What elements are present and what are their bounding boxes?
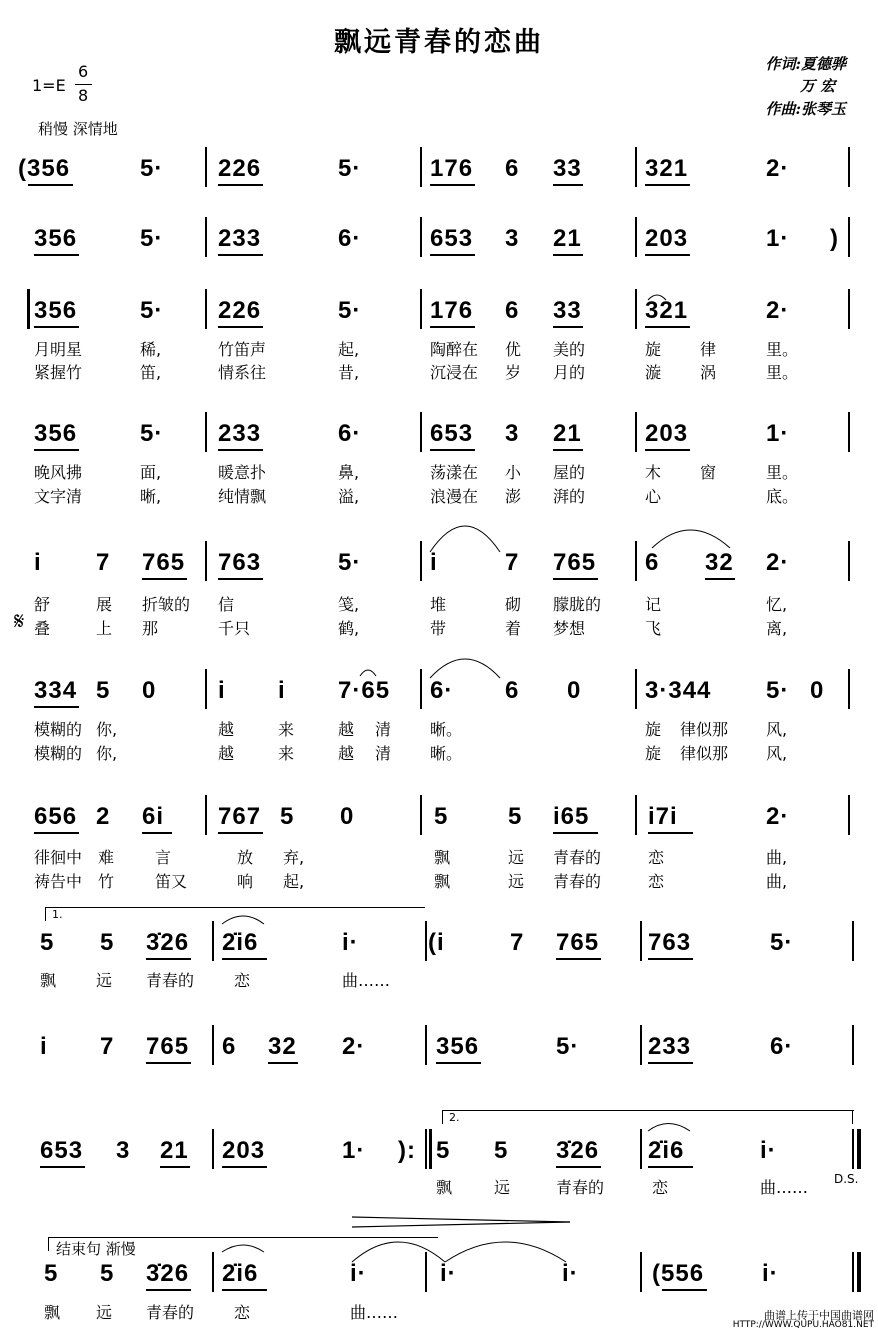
note-group: 32	[705, 549, 734, 576]
lyric-syllable: 那	[142, 619, 159, 638]
note-group: 5	[40, 929, 55, 956]
lyric-syllable: 笛又	[155, 872, 188, 891]
lyric-syllable: 飘	[434, 848, 451, 867]
lyric-syllable: 祷告中	[34, 872, 83, 891]
note-group: 203	[645, 225, 689, 252]
lyric-syllable: 小	[505, 463, 522, 482]
lyric-syllable: 涡	[700, 363, 717, 382]
note-group: 767	[218, 803, 262, 830]
lyric-syllable: 朦胧的	[553, 595, 602, 614]
lyric-syllable: 难	[98, 848, 115, 867]
note-group: 356	[436, 1033, 480, 1060]
note-group: 2̇i6	[648, 1137, 685, 1164]
note-group: 0	[142, 677, 157, 704]
note-group: 5·	[766, 677, 790, 704]
lyric-syllable: 堆	[430, 595, 447, 614]
note-group: 7·65	[338, 677, 391, 704]
lyric-syllable: 曲……	[342, 971, 391, 990]
note-group: 0	[567, 677, 582, 704]
lyric-syllable: 里。	[766, 363, 799, 382]
note-group: 21	[553, 420, 582, 447]
note-group: i7i	[648, 803, 678, 830]
note-group: 1·	[342, 1137, 366, 1164]
lyric-syllable: 昔,	[338, 363, 360, 382]
lyric-syllable: 浪漫在	[430, 487, 479, 506]
note-group: 763	[218, 549, 262, 576]
note-group: 5	[508, 803, 523, 830]
note-group: 176	[430, 297, 474, 324]
note-group: 6	[222, 1033, 237, 1060]
note-group: i·	[342, 929, 359, 956]
lyric-syllable: 笛,	[140, 363, 162, 382]
lyric-syllable: 折皱的	[142, 595, 191, 614]
note-group: 3̇26	[556, 1137, 600, 1164]
note-group: 765	[142, 549, 186, 576]
lyric-syllable: 记	[645, 595, 662, 614]
lyric-syllable: 清	[375, 744, 392, 763]
note-group: 6·	[770, 1033, 794, 1060]
lyric-syllable: 曲……	[760, 1178, 809, 1197]
lyric-syllable: 面,	[140, 463, 162, 482]
lyric-syllable: 稀,	[140, 340, 162, 359]
note-group: 3̇26	[146, 1260, 190, 1287]
lyric-syllable: 弃,	[283, 848, 305, 867]
lyric-syllable: 舒	[34, 595, 51, 614]
note-group: 5·	[140, 155, 164, 182]
note-group: 765	[146, 1033, 190, 1060]
lyric-syllable: 纯情飘	[218, 487, 267, 506]
note-group: i	[278, 677, 286, 704]
note-group: 763	[648, 929, 692, 956]
lyric-syllable: 模糊的	[34, 720, 83, 739]
note-group: 653	[430, 420, 474, 447]
slur	[445, 1242, 566, 1262]
time-bottom: 8	[78, 86, 89, 105]
lyric-syllable: 飘	[44, 1303, 61, 1322]
note-group: 3	[116, 1137, 131, 1164]
lyric-syllable: 恋	[648, 848, 665, 867]
lyric-syllable: 青春的	[556, 1178, 605, 1197]
lyric-syllable: 漩	[645, 363, 662, 382]
note-group: 5·	[140, 297, 164, 324]
note-group: 2·	[766, 155, 790, 182]
note-group: 5	[436, 1137, 451, 1164]
lyric-syllable: 旋	[645, 744, 662, 763]
note-group: 356	[34, 420, 78, 447]
lyric-syllable: 飞	[645, 619, 662, 638]
note-group: i·	[562, 1260, 579, 1287]
note-group: 5	[100, 929, 115, 956]
note-group: 5·	[770, 929, 794, 956]
lyric-syllable: 起,	[338, 340, 360, 359]
lyric-syllable: 风,	[766, 744, 788, 763]
footer-site: 曲谱上传于中国曲谱网	[764, 1309, 874, 1322]
tempo-marking: 稍慢 深情地	[38, 120, 118, 138]
note-group: 7	[505, 549, 520, 576]
note-group: 6·	[430, 677, 454, 704]
note-group: 6i	[142, 803, 165, 830]
note-group: 6	[505, 677, 520, 704]
lyric-syllable: 你,	[96, 744, 118, 763]
note-group: 5	[434, 803, 449, 830]
lyric-syllable: 青春的	[553, 872, 602, 891]
lyric-syllable: 律似那	[680, 744, 729, 763]
slur	[352, 1242, 445, 1262]
lyric-syllable: 屋的	[553, 463, 586, 482]
lyric-syllable: 陶醉在	[430, 340, 479, 359]
note-group: i	[34, 549, 42, 576]
note-group: 6	[645, 549, 660, 576]
lyric-syllable: 忆,	[766, 595, 788, 614]
note-group: 2̇i6	[222, 929, 259, 956]
note-group: 2·	[766, 549, 790, 576]
lyric-syllable: 曲……	[350, 1303, 399, 1322]
lyric-syllable: 底。	[766, 487, 799, 506]
note-group: 0	[340, 803, 355, 830]
lyric-syllable: 越	[338, 720, 355, 739]
lyric-syllable: 心	[645, 487, 662, 506]
note-group: 356	[34, 297, 78, 324]
lyric-syllable: 飘	[434, 872, 451, 891]
lyric-syllable: 月明星	[34, 340, 83, 359]
lyric-syllable: 律	[700, 340, 717, 359]
lyric-syllable: 来	[278, 720, 295, 739]
note-group: 0	[810, 677, 825, 704]
lyric-syllable: 晰。	[430, 744, 463, 763]
lyric-syllable: 徘徊中	[34, 848, 83, 867]
slur	[430, 659, 500, 678]
note-group: 233	[218, 225, 262, 252]
lyric-syllable: 情系往	[218, 363, 267, 382]
note-group: 3	[505, 420, 520, 447]
lyric-syllable: 远	[96, 1303, 113, 1322]
key-signature: 1=E	[32, 76, 66, 95]
ds-marking: D.S.	[834, 1172, 859, 1186]
note-group: )	[830, 225, 839, 252]
note-group: 765	[553, 549, 597, 576]
lyric-syllable: 澎	[505, 487, 522, 506]
note-group: 656	[34, 803, 78, 830]
lyric-syllable: 砌	[505, 595, 522, 614]
note-group: 2	[96, 803, 111, 830]
lyricist-credit: 作词:夏德骅	[765, 55, 846, 73]
lyric-syllable: 恋	[234, 1303, 251, 1322]
lyric-syllable: 展	[96, 595, 113, 614]
lyric-syllable: 信	[218, 595, 235, 614]
note-group: 7	[96, 549, 111, 576]
note-group: 2·	[766, 297, 790, 324]
lyric-syllable: 月的	[553, 363, 586, 382]
lyric-syllable: 曲,	[766, 848, 788, 867]
note-group: 5	[44, 1260, 59, 1287]
lyric-syllable: 竹笛声	[218, 340, 267, 359]
lyric-syllable: 竹	[98, 872, 115, 891]
lyric-syllable: 鹤,	[338, 619, 360, 638]
lyric-syllable: 带	[430, 619, 447, 638]
lyric-syllable: 紧握竹	[34, 363, 83, 382]
lyric-syllable: 晰。	[430, 720, 463, 739]
note-group: 226	[218, 155, 262, 182]
note-group: 203	[645, 420, 689, 447]
note-group: 2̇i6	[222, 1260, 259, 1287]
lyric-syllable: 鼻,	[338, 463, 360, 482]
note-group: 5	[96, 677, 111, 704]
note-group: 1·	[766, 225, 790, 252]
note-group: i·	[440, 1260, 457, 1287]
coda-label: 结束句 渐慢	[56, 1240, 136, 1258]
lyric-syllable: 来	[278, 744, 295, 763]
lyric-syllable: 木	[645, 463, 662, 482]
slur	[360, 670, 376, 676]
note-group: 5·	[140, 225, 164, 252]
lyric-syllable: 窗	[700, 463, 717, 482]
lyric-syllable: 曲,	[766, 872, 788, 891]
note-group: 203	[222, 1137, 266, 1164]
lyricist2-credit: 万 宏	[800, 77, 836, 95]
lyric-syllable: 晰,	[140, 487, 162, 506]
lyric-syllable: 沉浸在	[430, 363, 479, 382]
lyric-syllable: 恋	[234, 971, 251, 990]
note-group: 233	[218, 420, 262, 447]
lyric-syllable: 晚风拂	[34, 463, 83, 482]
lyric-syllable: 远	[508, 872, 525, 891]
note-group: 765	[556, 929, 600, 956]
lyric-syllable: 律似那	[680, 720, 729, 739]
lyric-syllable: 模糊的	[34, 744, 83, 763]
note-group: 1·	[766, 420, 790, 447]
lyric-syllable: 里。	[766, 340, 799, 359]
note-group: 3·344	[645, 677, 712, 704]
note-group: 5·	[338, 549, 362, 576]
lyric-syllable: 你,	[96, 720, 118, 739]
note-group: (556	[652, 1260, 705, 1287]
lyric-syllable: 言	[155, 848, 172, 867]
note-group: 5	[280, 803, 295, 830]
note-group: 33	[553, 297, 582, 324]
note-group: 6	[505, 155, 520, 182]
lyric-syllable: 越	[218, 744, 235, 763]
lyric-syllable: 千只	[218, 619, 251, 638]
lyric-syllable: 越	[338, 744, 355, 763]
lyric-syllable: 岁	[505, 363, 522, 382]
note-group: 6·	[338, 225, 362, 252]
note-group: (i	[428, 929, 445, 956]
note-group: i65	[553, 803, 590, 830]
slur	[222, 1245, 264, 1252]
note-group: i·	[350, 1260, 367, 1287]
note-group: 3	[505, 225, 520, 252]
time-top: 6	[78, 62, 89, 81]
lyric-syllable: 青春的	[146, 971, 195, 990]
note-group: i	[430, 549, 438, 576]
composer-credit: 作曲:张琴玉	[765, 100, 846, 118]
lyric-syllable: 旋	[645, 720, 662, 739]
lyric-syllable: 优	[505, 340, 522, 359]
lyric-syllable: 远	[96, 971, 113, 990]
lyric-syllable: 远	[494, 1178, 511, 1197]
lyric-syllable: 清	[375, 720, 392, 739]
note-group: 32	[268, 1033, 297, 1060]
lyric-syllable: 飘	[436, 1178, 453, 1197]
note-group: i·	[762, 1260, 779, 1287]
note-group: 7	[510, 929, 525, 956]
note-group: 2·	[342, 1033, 366, 1060]
lyric-syllable: 溢,	[338, 487, 360, 506]
lyric-syllable: 恋	[648, 872, 665, 891]
lyric-syllable: 旋	[645, 340, 662, 359]
lyric-syllable: 恋	[652, 1178, 669, 1197]
note-group: 356	[34, 225, 78, 252]
note-group: 176	[430, 155, 474, 182]
note-group: (356	[18, 155, 71, 182]
lyric-syllable: 飘	[40, 971, 57, 990]
song-title: 飘远青春的恋曲	[334, 27, 544, 58]
note-group: ):	[398, 1137, 416, 1164]
lyric-syllable: 离,	[766, 619, 788, 638]
note-group: 5·	[556, 1033, 580, 1060]
note-group: 233	[648, 1033, 692, 1060]
lyric-syllable: 越	[218, 720, 235, 739]
note-group: i	[40, 1033, 48, 1060]
lyric-syllable: 美的	[553, 340, 586, 359]
note-group: i	[218, 677, 226, 704]
note-group: 334	[34, 677, 78, 704]
lyric-syllable: 荡漾在	[430, 463, 479, 482]
slur	[648, 1124, 690, 1132]
lyric-syllable: 青春的	[146, 1303, 195, 1322]
lyric-syllable: 上	[96, 619, 113, 638]
note-group: 6	[505, 297, 520, 324]
lyric-syllable: 起,	[283, 872, 305, 891]
note-group: 33	[553, 155, 582, 182]
note-group: 321	[645, 155, 689, 182]
lyric-syllable: 着	[505, 619, 522, 638]
slur	[652, 530, 730, 548]
note-group: 226	[218, 297, 262, 324]
note-group: 653	[430, 225, 474, 252]
note-group: 5·	[338, 297, 362, 324]
note-group: 2·	[766, 803, 790, 830]
note-group: 5·	[338, 155, 362, 182]
lyric-syllable: 文字清	[34, 487, 83, 506]
note-group: 3̇26	[146, 929, 190, 956]
lyric-syllable: 里。	[766, 463, 799, 482]
note-group: 653	[40, 1137, 84, 1164]
note-group: 6·	[338, 420, 362, 447]
lyric-syllable: 叠	[34, 619, 51, 638]
segno-sign: 𝄋	[14, 607, 25, 635]
ending2-label: 2.	[449, 1111, 460, 1124]
note-group: 7	[100, 1033, 115, 1060]
slur	[430, 526, 500, 552]
note-group: 5·	[140, 420, 164, 447]
lyric-syllable: 响	[237, 872, 254, 891]
note-group: 321	[645, 297, 689, 324]
lyric-syllable: 远	[508, 848, 525, 867]
note-group: 5	[494, 1137, 509, 1164]
ending1-label: 1.	[52, 908, 63, 921]
lyric-syllable: 风,	[766, 720, 788, 739]
lyric-syllable: 放	[237, 848, 254, 867]
note-group: 5	[100, 1260, 115, 1287]
lyric-syllable: 笺,	[338, 595, 360, 614]
lyric-syllable: 梦想	[553, 619, 586, 638]
lyric-syllable: 青春的	[553, 848, 602, 867]
lyric-syllable: 湃的	[553, 487, 586, 506]
slur	[648, 295, 666, 300]
slur	[222, 916, 264, 924]
footer-url: HTTP://WWW.QUPU.HAO81.NET	[732, 1320, 874, 1330]
note-group: 21	[160, 1137, 189, 1164]
note-group: 21	[553, 225, 582, 252]
lyric-syllable: 暖意扑	[218, 463, 267, 482]
note-group: i·	[760, 1137, 777, 1164]
